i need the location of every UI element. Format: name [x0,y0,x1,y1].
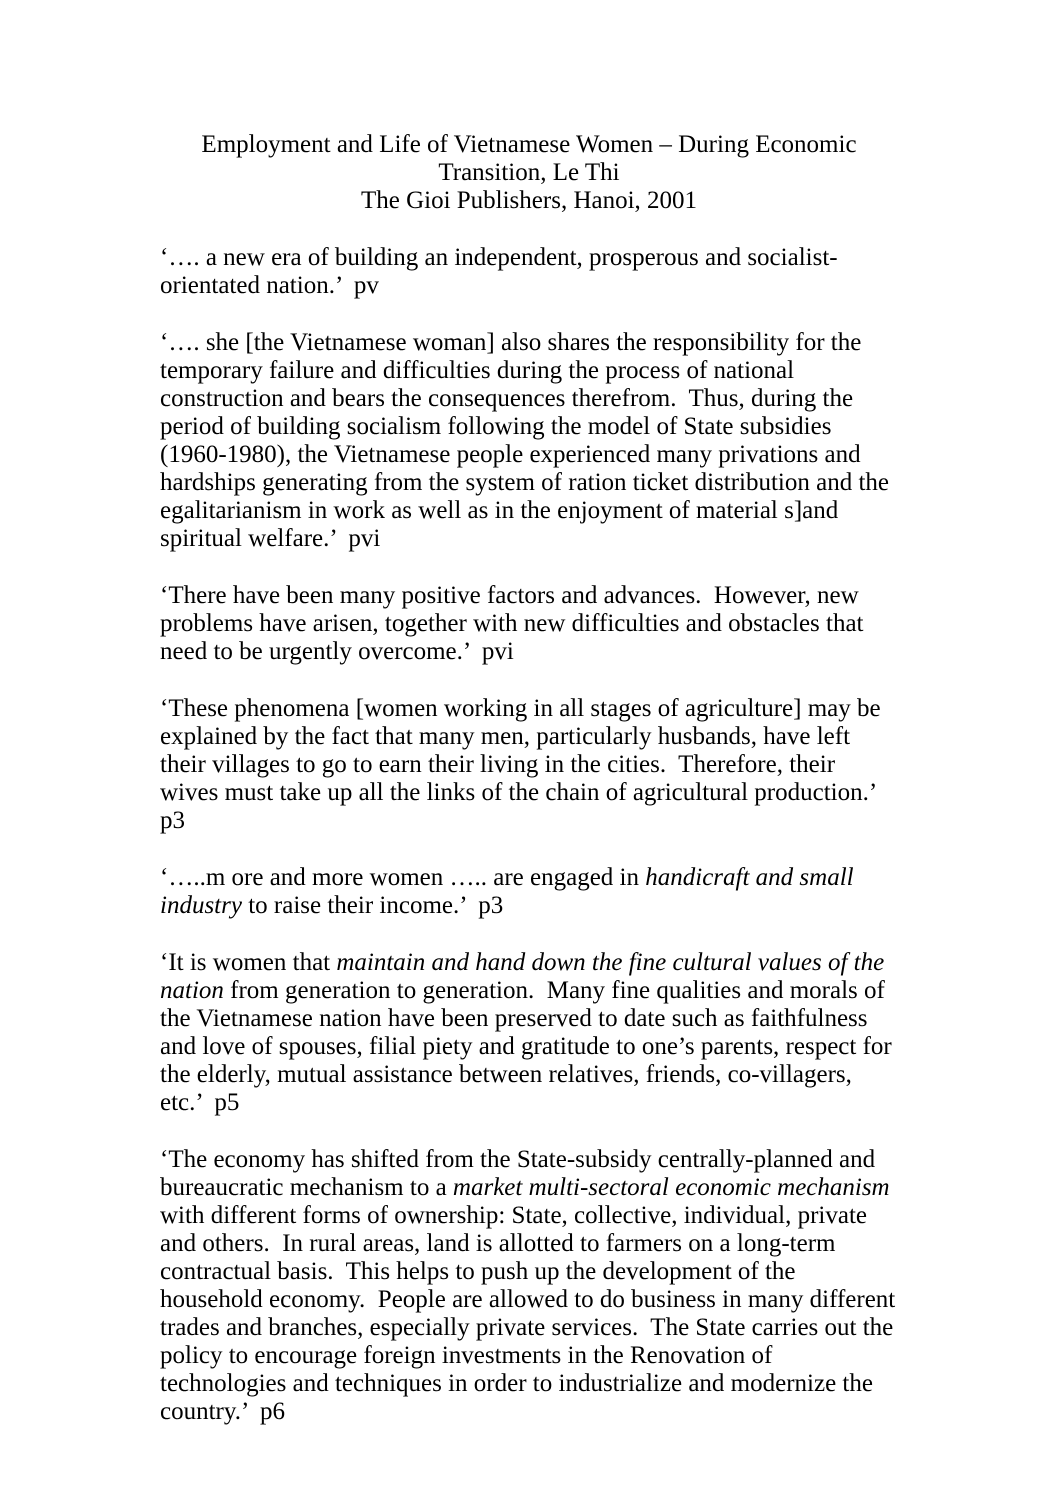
title-line-2: Transition, Le Thi [438,159,620,186]
quotes-section [160,244,902,1426]
quote-text: ‘The economy has shifted from the State-subsidy centrally-planned and bureaucratic mechanism to a [160,1146,882,1201]
quote-paragraph-2 [160,329,898,553]
quote-text: ‘It is women that [160,949,337,976]
document-content [160,131,902,1426]
quote-paragraph-5 [160,864,898,920]
quote-text: ‘These phenomena [women working in all stages of agriculture] may be explained by the fact that many men, particularly husbands, have left their villages to go to earn their living in the cities. Therefore, their wives must take up all the links of the chain of agricultural production.’ p3 [160,695,888,834]
quote-text: ‘There have been many positive factors and advances. However, new problems have arisen, together with new difficulties and obstacles that need to be urgently overcome.’ pvi [160,582,870,665]
quote-paragraph-3 [160,582,898,666]
quote-paragraph-4 [160,695,898,835]
quote-paragraph-6 [160,949,898,1117]
quote-text: ‘…. a new era of building an independent, prosperous and socialist-orientated nation.’ pv [160,244,838,299]
quote-text: ‘…. she [the Vietnamese woman] also shares the responsibility for the temporary failure and difficulties during the process of national construction and bears the consequences therefrom. Thus, during the period of building socialism following the model of State subsidies (1960-1980), the Vietnamese people experienced many privations and hardships generating from the system of ration ticket distribution and the egalitarianism in work as well as in the enjoyment of material s]and spiritual welfare.’ pvi [160,329,896,552]
quote-text: from generation to generation. Many fine qualities and morals of the Vietnamese nation have been preserved to date such as faithfulness and love of spouses, filial piety and gratitude to one’s parents, respect for the elderly, mutual assistance between relatives, friends, co-villagers, etc.’ p5 [160,977,898,1116]
quote-text: to raise their income.’ p3 [241,892,504,919]
quote-emphasis-text: maintain and hand down the fine cultural values of the nation [160,949,891,1004]
title-line-1: Employment and Life of Vietnamese Women – During Economic [201,131,857,158]
quote-paragraph-7 [160,1146,902,1426]
quote-text: with different forms of ownership: State, collective, individual, private and others. In rural areas, land is allotted to farmers on a long-term contractual basis. This helps to push up the development of the household economy. People are allowed to do business in many different trades and branches, especially private services. The State carries out the policy to encourage foreign investments in the Renovation of technologies and techniques in order to industrialize and modernize the country.’ p6 [160,1174,902,1425]
quote-emphasis-text: market multi-sectoral economic mechanism [452,1174,890,1201]
quote-paragraph-1 [160,244,898,300]
quote-emphasis-text: handicraft and small industry [160,864,860,919]
title-line-3: The Gioi Publishers, Hanoi, 2001 [360,187,698,214]
quote-text: ‘…..m ore and more women ….. are engaged in [160,864,646,891]
document-title [160,131,898,215]
